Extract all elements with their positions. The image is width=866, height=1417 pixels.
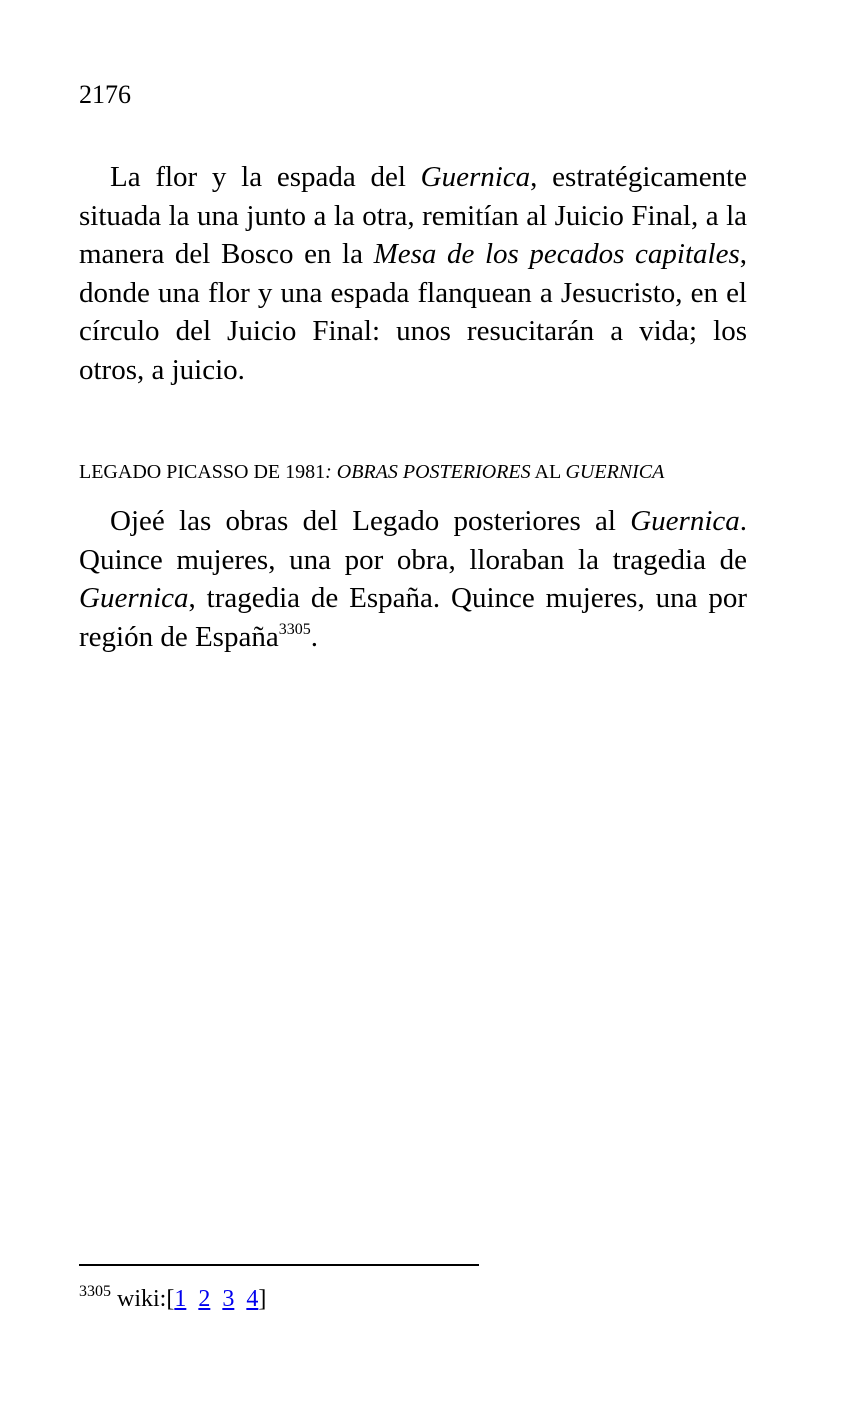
page-number: 2176	[79, 80, 131, 109]
section-heading	[79, 459, 779, 485]
paragraph-text: , tragedia de España. Quince mujeres, una por región de España	[79, 582, 747, 653]
wiki-link-4[interactable]: 4	[246, 1286, 259, 1312]
heading-italic-text: GUERNICA	[565, 461, 665, 483]
footnote-number: 3305	[79, 1283, 111, 1300]
heading-text: LEGADO PICASSO DE 1981	[79, 461, 326, 483]
heading-text: AL	[530, 461, 566, 483]
body-paragraph	[79, 158, 747, 389]
heading-italic-text: : OBRAS POSTERIORES	[325, 461, 531, 483]
artwork-title: Guernica	[630, 505, 740, 537]
wiki-link-2[interactable]: 2	[198, 1286, 211, 1312]
footnote-prefix: wiki:[	[111, 1286, 175, 1312]
paragraph-text: . Quince mujeres, una por obra, lloraban la tragedia de	[79, 505, 747, 576]
footnote-divider	[79, 1264, 479, 1266]
paragraph-text: , estratégicamente situada la una junto a la otra, remitían al Juicio Final, a la manera del Bosco en la	[79, 161, 747, 270]
wiki-link-3[interactable]: 3	[222, 1286, 235, 1312]
artwork-title: Guernica	[420, 161, 531, 193]
paragraph-text: , donde una flor y una espada flanquean a Jesucristo, en el círculo del Juicio Final: unos resucitarán a vida; los otros, a juicio.	[79, 238, 747, 386]
wiki-link-1[interactable]: 1	[174, 1286, 187, 1312]
footnote	[79, 1284, 266, 1317]
paragraph-text: Ojeé las obras del Legado posteriores al	[110, 505, 631, 537]
artwork-title: Guernica	[79, 582, 189, 614]
paragraph-text: La flor y la espada del	[110, 161, 421, 193]
paragraph-text: .	[310, 620, 318, 653]
footnote-reference: 3305	[278, 620, 311, 638]
body-paragraph	[79, 502, 747, 661]
artwork-title: Mesa de los pecados capitales	[373, 238, 740, 270]
footnote-suffix: ]	[258, 1286, 267, 1312]
